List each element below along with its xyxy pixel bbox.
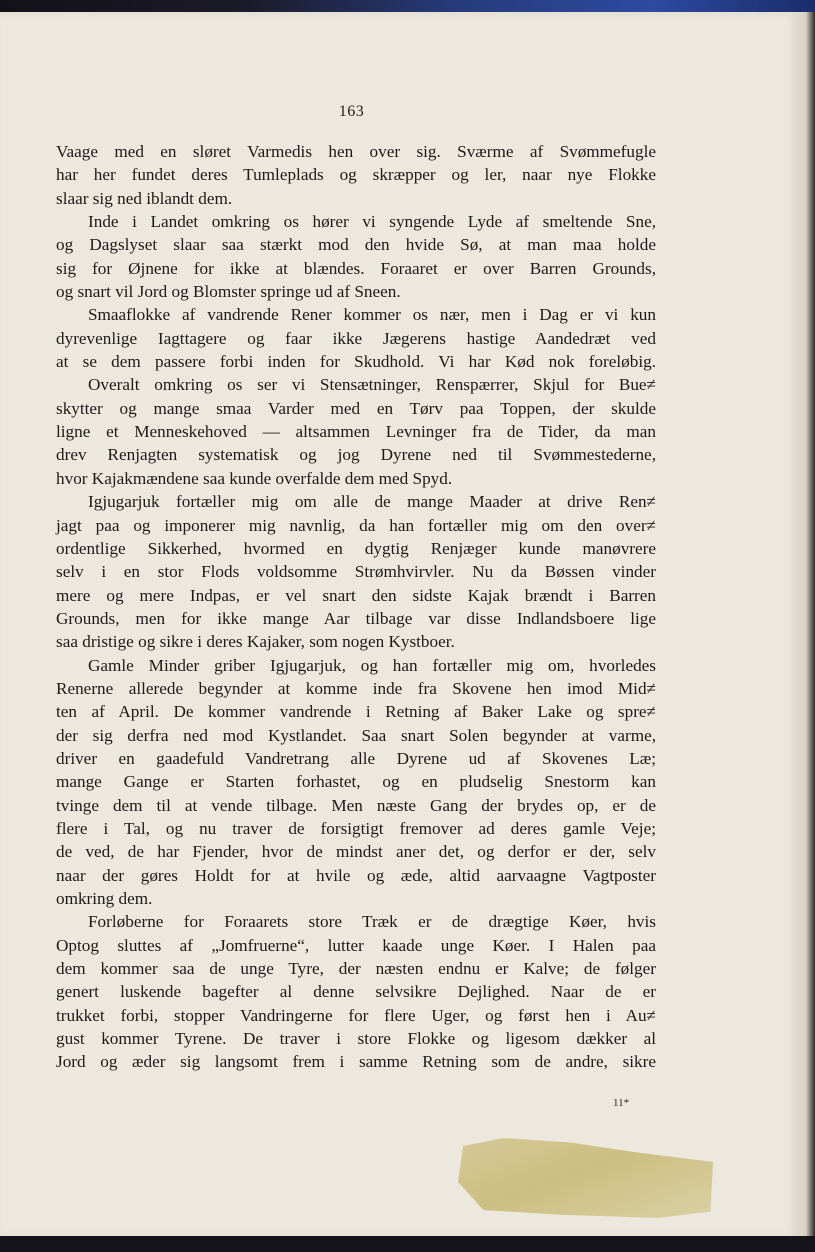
text-line: Renerne allerede begynder at komme inde fra Skovene hen imod Mid≠ xyxy=(56,678,656,698)
text-line: Inde i Landet omkring os hører vi syngende Lyde af smeltende Sne, xyxy=(88,212,656,232)
text-line: Igjugarjuk fortæller mig om alle de mange Maader at drive Ren≠ xyxy=(88,492,656,512)
book-edge-right xyxy=(792,12,815,1252)
text-line: tvinge dem til at vende tilbage. Men næste Gang der brydes op, er de xyxy=(56,795,656,815)
text-line: driver en gaadefuld Vandretrang alle Dyrene ud af Skovenes Læ; xyxy=(56,748,656,768)
text-line: og snart vil Jord og Blomster springe ud af Sneen. xyxy=(56,282,401,302)
text-line: ordentlige Sikkerhed, hvormed en dygtig Renjæger kunde manøvrere xyxy=(56,538,656,558)
text-line: Vaage med en sløret Varmedis hen over sig. Sværme af Svømmefugle xyxy=(56,142,656,161)
text-line: Jord og æder sig langsomt frem i samme Retning som de andre, sikre xyxy=(56,1052,656,1072)
text-line: at se dem passere forbi inden for Skudhold. Vi har Kød nok foreløbig. xyxy=(56,352,656,372)
text-line: trukket forbi, stopper Vandringerne for flere Uger, og først hen i Au≠ xyxy=(56,1005,656,1025)
text-line: Grounds, men for ikke mange Aar tilbage var disse Indlandsboere lige xyxy=(56,608,656,628)
text-line: mere og mere Indpas, er vel snart den sidste Kajak brændt i Barren xyxy=(56,585,656,605)
text-line: mange Gange er Starten forhastet, og en pludselig Snestorm kan xyxy=(56,772,656,792)
text-line: og Dagslyset slaar saa stærkt mod den hvide Sø, at man maa holde xyxy=(56,235,656,255)
text-line: Smaaflokke af vandrende Rener kommer os nær, men i Dag er vi kun xyxy=(88,305,656,325)
text-line: ligne et Menneskehoved — altsammen Levninger fra de Tider, da man xyxy=(56,422,656,442)
text-line: jagt paa og imponerer mig navnlig, da han fortæller mig om den over≠ xyxy=(56,515,656,535)
text-line: saa dristige og sikre i deres Kajaker, som nogen Kystboer. xyxy=(56,632,455,652)
text-line: der sig derfra ned mod Kystlandet. Saa snart Solen begynder at varme, xyxy=(56,725,656,745)
text-line: hvor Kajakmændene saa kunde overfalde dem med Spyd. xyxy=(56,468,453,488)
text-line: dyrevenlige Iagttagere og faar ikke Jægerens hastige Aandedræt ved xyxy=(56,328,656,348)
text-line: slaar sig ned iblandt dem. xyxy=(56,188,233,208)
text-line: selv i en stor Flods voldsomme Strømhvirvler. Nu da Bøssen vinder xyxy=(56,562,656,582)
text-line: flere i Tal, og nu traver de forsigtigt fremover ad deres gamle Veje; xyxy=(56,818,656,838)
text-line: Forløberne for Foraarets store Træk er de drægtige Køer, hvis xyxy=(88,912,656,932)
page-number: 163 xyxy=(338,103,365,120)
text-line: naar der gøres Holdt for at hvile og æde, altid aarvaagne Vagtposter xyxy=(56,865,656,885)
text-line: ten af April. De kommer vandrende i Retning af Baker Lake og spre≠ xyxy=(56,702,656,722)
text-line: drev Renjagten systematisk og jog Dyrene ned til Svømmestederne, xyxy=(56,445,656,465)
text-line: Overalt omkring os ser vi Stensætninger, Renspærrer, Skjul for Bue≠ xyxy=(88,375,656,395)
text-line: de ved, de har Fjender, hvor de mindst aner det, og derfor er der, selv xyxy=(56,842,656,862)
book-edge-bottom xyxy=(0,1236,815,1252)
text-line: har her fundet deres Tumleplads og skræpper og ler, naar nye Flokke xyxy=(56,165,656,185)
text-line: omkring dem. xyxy=(56,889,153,908)
signature-mark: 11* xyxy=(613,1097,630,1109)
text-line: skytter og mange smaa Varder med en Tørv paa Toppen, der skulde xyxy=(56,398,656,418)
body-text xyxy=(56,140,656,1074)
text-line: Gamle Minder griber Igjugarjuk, og han fortæller mig om, hvorledes xyxy=(88,655,656,675)
text-line: Optog sluttes af „Jomfruerne“, lutter kaade unge Køer. I Halen paa xyxy=(56,935,656,955)
text-line: gust kommer Tyrene. De traver i store Flokke og ligesom dækker al xyxy=(56,1029,656,1049)
text-line: dem kommer saa de unge Tyre, der næsten endnu er Kalve; de følger xyxy=(56,959,656,979)
text-line: sig for Øjnene for ikke at blændes. Foraaret er over Barren Grounds, xyxy=(56,258,656,278)
text-line: genert luskende bagefter al denne selvsikre Dejlighed. Naar de er xyxy=(56,982,656,1002)
